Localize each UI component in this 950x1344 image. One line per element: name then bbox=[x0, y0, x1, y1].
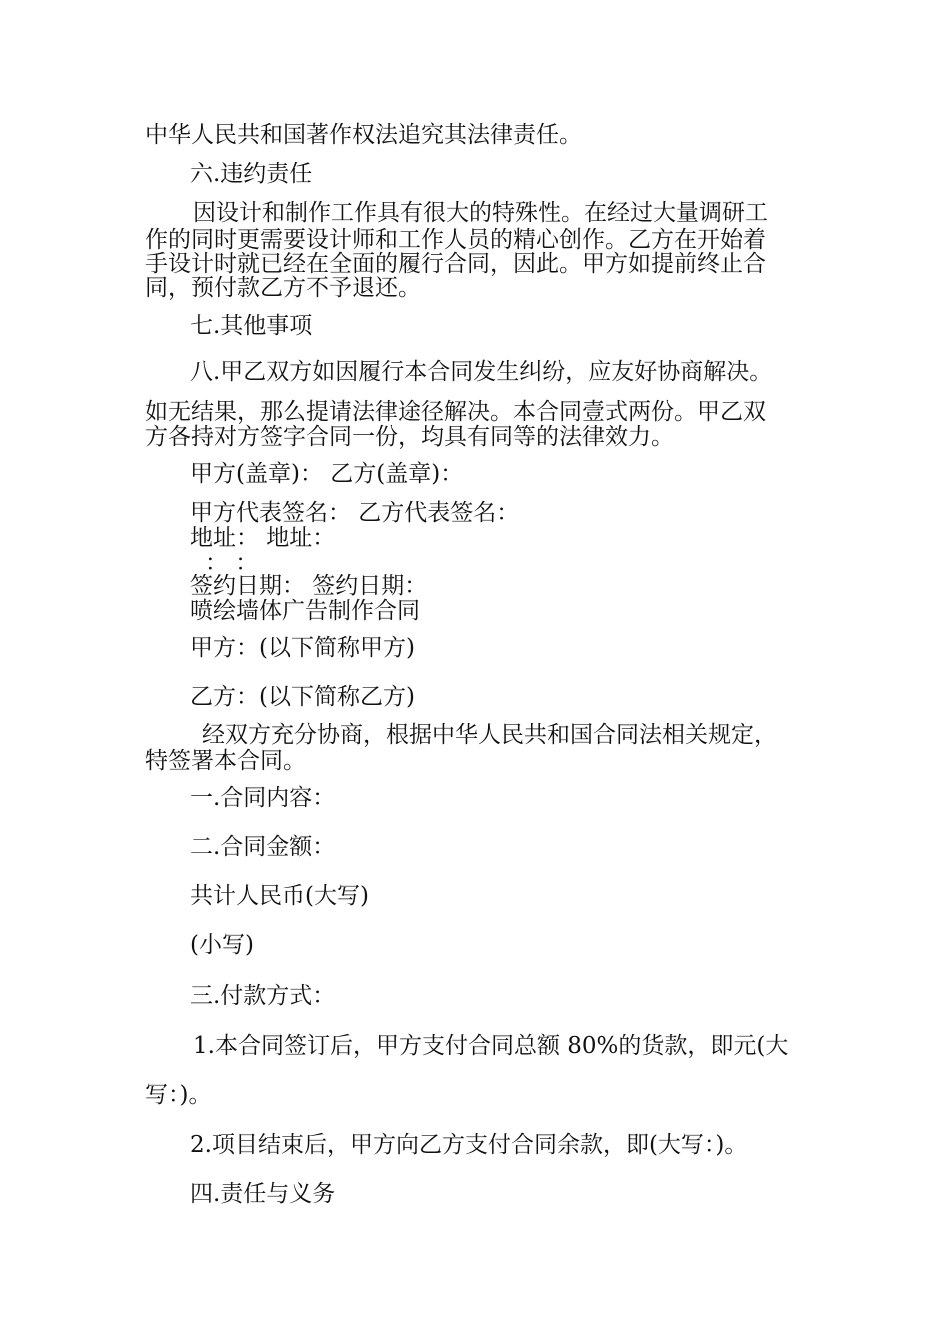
section-heading: 一.合同内容： bbox=[190, 785, 336, 811]
text-line: 经双方充分协商，根据中华人民共和国合同法相关规定， bbox=[202, 722, 777, 748]
text-line: 写：)。 bbox=[145, 1082, 212, 1108]
address-line: 地址： 地址： bbox=[190, 525, 336, 551]
section-heading: 六.违约责任 bbox=[190, 161, 313, 187]
section-heading: 二.合同金额： bbox=[190, 834, 336, 860]
section-heading: 四.责任与义务 bbox=[190, 1181, 336, 1207]
text-line: 八.甲乙双方如因履行本合同发生纠纷，应友好协商解决。 bbox=[190, 359, 773, 385]
text-line: 因设计和制作工作具有很大的特殊性。在经过大量调研工 bbox=[193, 200, 768, 226]
text-line: 作的同时更需要设计师和工作人员的精心创作。乙方在开始着 bbox=[145, 227, 766, 253]
text-line: 如无结果，那么提请法律途径解决。本合同壹式两份。甲乙双 bbox=[145, 399, 766, 425]
text-line: 中华人民共和国著作权法追究其法律责任。 bbox=[145, 122, 582, 148]
text-line: 1.本合同签订后，甲方支付合同总额 80%的货款，即元(大 bbox=[193, 1033, 789, 1059]
document-title: 喷绘墙体广告制作合同 bbox=[190, 598, 420, 624]
party-a-line: 甲方：(以下简称甲方) bbox=[190, 635, 415, 661]
text-line: 手设计时就已经在全面的履行合同，因此。甲方如提前终止合 bbox=[145, 251, 766, 277]
signature-rep-line: 甲方代表签名： 乙方代表签名： bbox=[190, 500, 520, 526]
text-line: 共计人民币(大写) bbox=[190, 883, 369, 909]
text-line: 同，预付款乙方不予退还。 bbox=[145, 275, 421, 301]
text-line: ： ： bbox=[205, 550, 259, 576]
signature-party-line: 甲方(盖章)： 乙方(盖章)： bbox=[190, 461, 464, 487]
party-b-line: 乙方：(以下简称乙方) bbox=[190, 684, 415, 710]
text-line: 方各持对方签字合同一份，均具有同等的法律效力。 bbox=[145, 424, 674, 450]
section-heading: 三.付款方式： bbox=[190, 983, 336, 1009]
sign-date-line: 签约日期： 签约日期： bbox=[190, 573, 428, 599]
text-line: 2.项目结束后，甲方向乙方支付合同余款，即(大写：)。 bbox=[190, 1132, 748, 1158]
text-line: 特签署本合同。 bbox=[145, 748, 306, 774]
text-line: (小写) bbox=[190, 932, 254, 958]
section-heading: 七.其他事项 bbox=[190, 313, 313, 339]
